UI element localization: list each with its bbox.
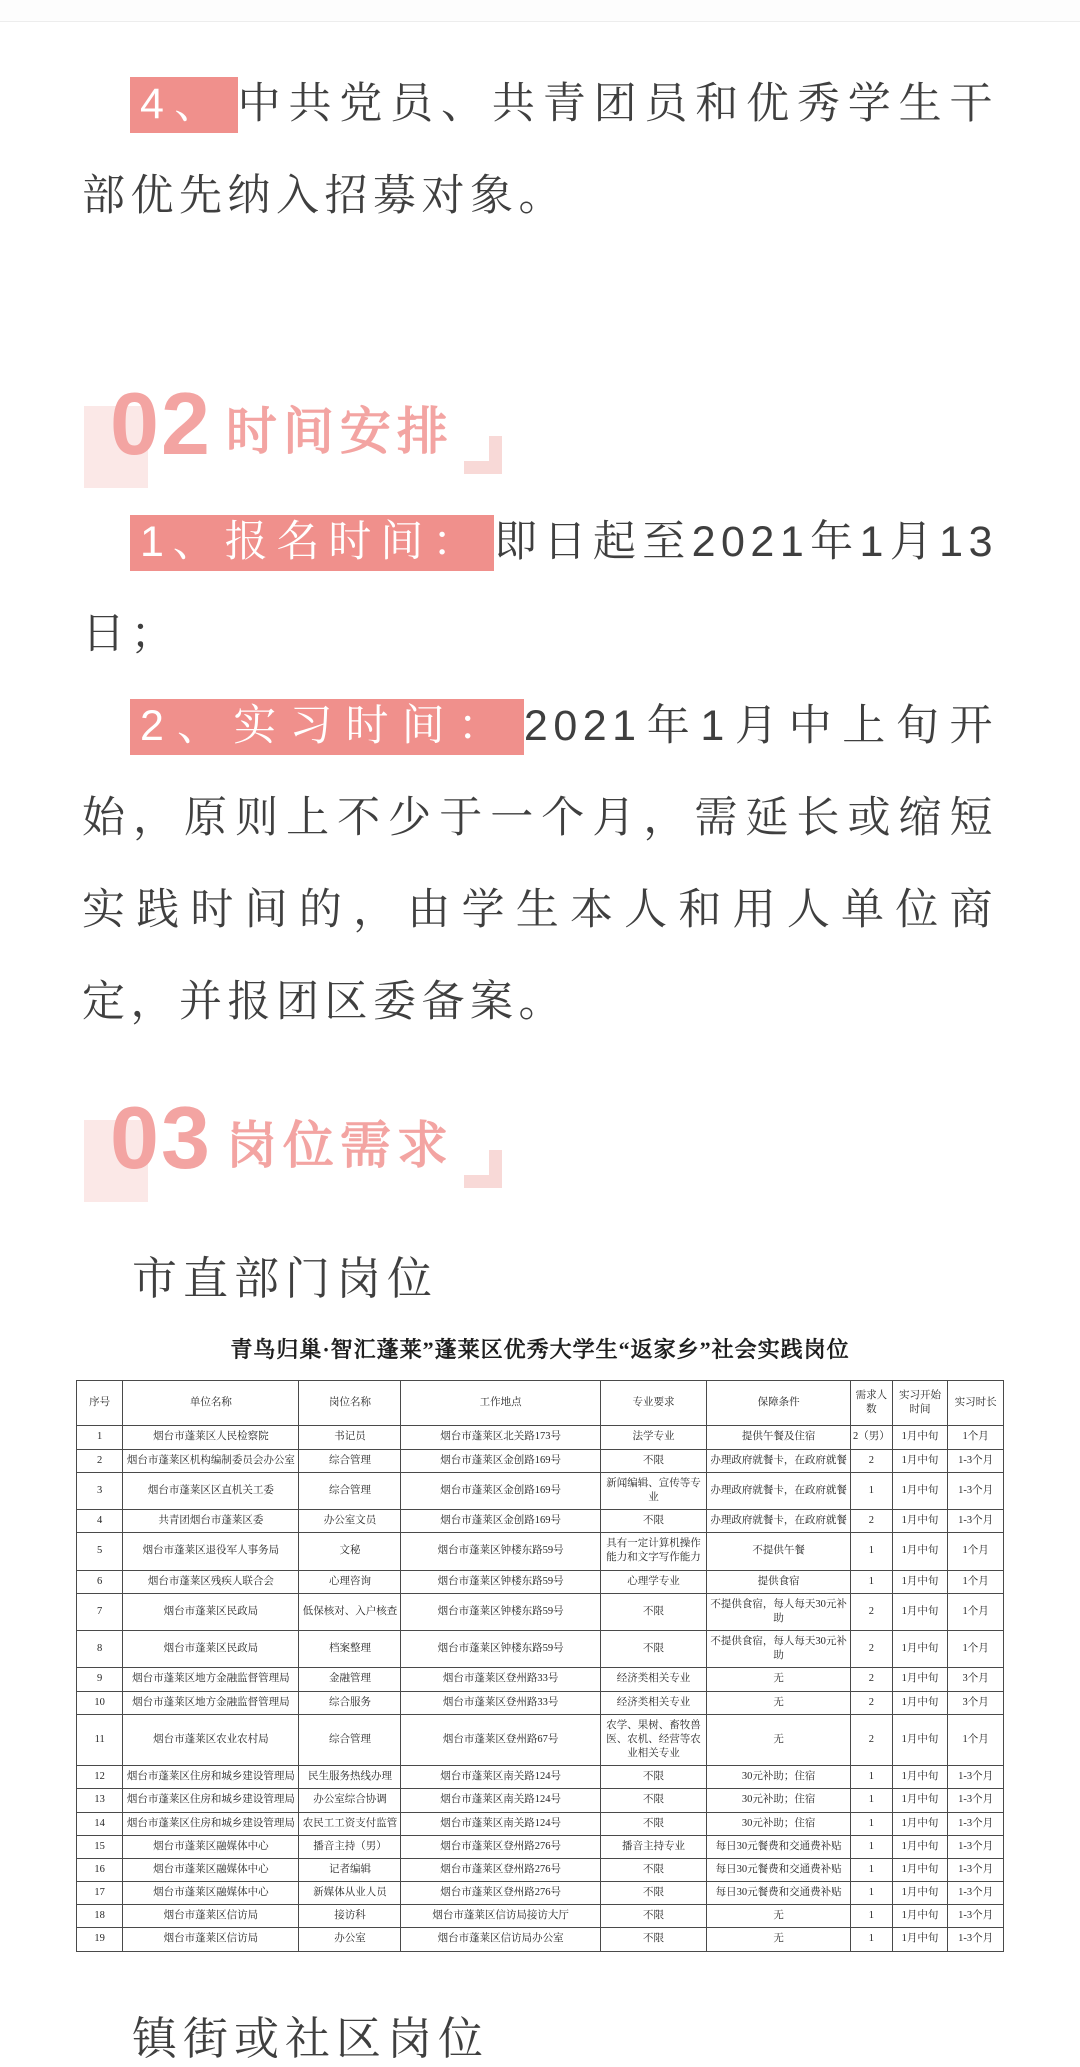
job-table-cell: 1月中旬 (892, 1789, 948, 1812)
job-table-cell: 30元补助；住宿 (707, 1766, 851, 1789)
subheading-city-positions: 市直部门岗位 (132, 1253, 439, 1304)
job-table-cell: 烟台市蓬莱区信访局办公室 (401, 1928, 600, 1951)
job-table-cell: 1 (851, 1789, 893, 1812)
job-table-cell: 1 (77, 1426, 123, 1449)
job-table-figure (70, 1333, 1010, 1952)
job-table-cell: 烟台市蓬莱区登州路67号 (401, 1714, 600, 1766)
job-table-header-cell: 实习开始时间 (892, 1381, 948, 1426)
job-table-cell: 烟台市蓬莱区住房和城乡建设管理局 (123, 1789, 299, 1812)
job-table-row (77, 1668, 1004, 1691)
highlight-item4-label: 4、 (130, 77, 238, 133)
job-table-cell: 1个月 (948, 1593, 1004, 1630)
job-table-cell: 1 (851, 1858, 893, 1881)
job-table-cell: 1-3个月 (948, 1449, 1004, 1472)
job-table-cell: 不限 (600, 1449, 707, 1472)
job-table-cell: 1 (851, 1812, 893, 1835)
job-table-cell: 每日30元餐费和交通费补贴 (707, 1882, 851, 1905)
job-table-cell: 书记员 (299, 1426, 401, 1449)
job-table-row (77, 1510, 1004, 1533)
job-table-cell: 1个月 (948, 1714, 1004, 1766)
job-table-cell: 5 (77, 1533, 123, 1570)
job-table-cell: 2 (851, 1510, 893, 1533)
job-table-header-row (77, 1381, 1004, 1426)
job-table-cell: 1个月 (948, 1533, 1004, 1570)
job-table-cell: 1 (851, 1533, 893, 1570)
paragraph-item4 (82, 58, 998, 242)
job-table-row (77, 1691, 1004, 1714)
highlight-intern-label: 2、实习时间： (130, 699, 524, 755)
job-table-cell: 无 (707, 1691, 851, 1714)
job-table-cell: 19 (77, 1928, 123, 1951)
job-table-cell: 不限 (600, 1905, 707, 1928)
job-table-cell: 1-3个月 (948, 1928, 1004, 1951)
job-table-cell: 1-3个月 (948, 1905, 1004, 1928)
job-table-cell: 烟台市蓬莱区北关路173号 (401, 1426, 600, 1449)
highlight-signup-label: 1、报名时间： (130, 515, 494, 571)
job-table-cell: 1 (851, 1882, 893, 1905)
job-table-cell: 烟台市蓬莱区融媒体中心 (123, 1858, 299, 1881)
job-table-cell: 提供食宿 (707, 1570, 851, 1593)
job-table-cell: 播音主持（男） (299, 1835, 401, 1858)
job-table-cell: 不提供食宿，每人每天30元补助 (707, 1631, 851, 1668)
paragraph-intern-text: 2021年1月中上旬开始，原则上不少于一个月，需延长或缩短实践时间的，由学生本人和用人单位商定，并报团区委备案。 (82, 702, 998, 1026)
job-table-cell: 烟台市蓬莱区登州路276号 (401, 1835, 600, 1858)
job-table (76, 1380, 1004, 1952)
job-table-row (77, 1905, 1004, 1928)
job-table-cell: 烟台市蓬莱区融媒体中心 (123, 1835, 299, 1858)
job-table-cell: 14 (77, 1812, 123, 1835)
job-table-cell: 烟台市蓬莱区登州路276号 (401, 1882, 600, 1905)
article-body (0, 58, 1080, 2067)
job-table-cell: 具有一定计算机操作能力和文字写作能力 (600, 1533, 707, 1570)
job-table-cell: 1月中旬 (892, 1812, 948, 1835)
job-table-cell: 烟台市蓬莱区钟楼东路59号 (401, 1570, 600, 1593)
job-table-cell: 1个月 (948, 1426, 1004, 1449)
section-title: 岗位需求 (225, 1117, 454, 1174)
job-table-cell: 不限 (600, 1812, 707, 1835)
job-table-cell: 每日30元餐费和交通费补贴 (707, 1835, 851, 1858)
job-table-cell: 烟台市蓬莱区区直机关工委 (123, 1472, 299, 1509)
job-table-cell: 每日30元餐费和交通费补贴 (707, 1858, 851, 1881)
job-table-cell: 1月中旬 (892, 1426, 948, 1449)
job-table-cell: 1月中旬 (892, 1472, 948, 1509)
job-table-cell: 2 (851, 1668, 893, 1691)
job-table-cell: 无 (707, 1668, 851, 1691)
job-table-header-cell: 岗位名称 (299, 1381, 401, 1426)
job-table-cell: 1月中旬 (892, 1668, 948, 1691)
section-header-03 (110, 1082, 998, 1194)
job-table-cell: 3 (77, 1472, 123, 1509)
job-table-cell: 17 (77, 1882, 123, 1905)
job-table-cell: 1-3个月 (948, 1882, 1004, 1905)
job-table-cell: 1 (851, 1766, 893, 1789)
job-table-cell: 1-3个月 (948, 1858, 1004, 1881)
job-table-cell: 金融管理 (299, 1668, 401, 1691)
job-table-cell: 烟台市蓬莱区地方金融监督管理局 (123, 1691, 299, 1714)
job-table-cell: 烟台市蓬莱区民政局 (123, 1631, 299, 1668)
job-table-row (77, 1766, 1004, 1789)
job-table-cell: 13 (77, 1789, 123, 1812)
job-table-cell: 烟台市蓬莱区南关路124号 (401, 1812, 600, 1835)
job-table-cell: 1月中旬 (892, 1691, 948, 1714)
job-table-cell: 1月中旬 (892, 1449, 948, 1472)
job-table-cell: 2 (851, 1449, 893, 1472)
section-number: 03 (110, 1088, 212, 1187)
job-table-cell: 记者编辑 (299, 1858, 401, 1881)
paragraph-intern (82, 680, 998, 1048)
job-table-cell: 烟台市蓬莱区融媒体中心 (123, 1882, 299, 1905)
job-table-cell: 不限 (600, 1882, 707, 1905)
job-table-cell: 2 (851, 1631, 893, 1668)
job-table-cell: 10 (77, 1691, 123, 1714)
job-table-cell: 播音主持专业 (600, 1835, 707, 1858)
job-table-cell: 2 (851, 1714, 893, 1766)
job-table-cell: 烟台市蓬莱区南关路124号 (401, 1789, 600, 1812)
job-table-cell: 1-3个月 (948, 1510, 1004, 1533)
job-table-cell: 烟台市蓬莱区民政局 (123, 1593, 299, 1630)
job-table-cell: 3个月 (948, 1668, 1004, 1691)
job-table-row (77, 1533, 1004, 1570)
job-table-cell: 1-3个月 (948, 1812, 1004, 1835)
job-table-cell: 农学、果树、畜牧兽医、农机、经营等农业相关专业 (600, 1714, 707, 1766)
paragraph-item4-text: 中共党员、共青团员和优秀学生干部优先纳入招募对象。 (82, 80, 999, 220)
job-table-cell: 1月中旬 (892, 1631, 948, 1668)
job-table-cell: 烟台市蓬莱区人民检察院 (123, 1426, 299, 1449)
job-table-cell: 烟台市蓬莱区信访局 (123, 1928, 299, 1951)
job-table-cell: 烟台市蓬莱区登州路33号 (401, 1691, 600, 1714)
job-table-cell: 烟台市蓬莱区信访局接访大厅 (401, 1905, 600, 1928)
job-table-cell: 不提供食宿，每人每天30元补助 (707, 1593, 851, 1630)
job-table-header-cell: 保障条件 (707, 1381, 851, 1426)
job-table-row (77, 1882, 1004, 1905)
job-table-cell: 提供午餐及住宿 (707, 1426, 851, 1449)
job-table-cell: 烟台市蓬莱区金创路169号 (401, 1449, 600, 1472)
job-table-cell: 综合管理 (299, 1714, 401, 1766)
job-table-cell: 接访科 (299, 1905, 401, 1928)
job-table-header-cell: 专业要求 (600, 1381, 707, 1426)
job-table-cell: 1-3个月 (948, 1472, 1004, 1509)
job-table-cell: 1月中旬 (892, 1714, 948, 1766)
job-table-header-cell: 单位名称 (123, 1381, 299, 1426)
job-table-cell: 烟台市蓬莱区住房和城乡建设管理局 (123, 1766, 299, 1789)
job-table-cell: 农民工工资支付监管 (299, 1812, 401, 1835)
job-table-cell: 烟台市蓬莱区地方金融监督管理局 (123, 1668, 299, 1691)
job-table-cell: 1月中旬 (892, 1835, 948, 1858)
job-table-row (77, 1631, 1004, 1668)
job-table-cell: 1月中旬 (892, 1570, 948, 1593)
job-table-cell: 9 (77, 1668, 123, 1691)
job-table-row (77, 1789, 1004, 1812)
job-table-cell: 综合服务 (299, 1691, 401, 1714)
job-table-cell: 新闻编辑、宣传等专业 (600, 1472, 707, 1509)
job-table-cell: 烟台市蓬莱区南关路124号 (401, 1766, 600, 1789)
job-table-cell: 办公室 (299, 1928, 401, 1951)
job-table-cell: 1-3个月 (948, 1766, 1004, 1789)
job-table-cell: 文秘 (299, 1533, 401, 1570)
job-table-header-cell: 需求人数 (851, 1381, 893, 1426)
job-table-cell: 烟台市蓬莱区机构编制委员会办公室 (123, 1449, 299, 1472)
job-table-cell: 1 (851, 1835, 893, 1858)
job-table-row (77, 1449, 1004, 1472)
job-table-cell: 经济类相关专业 (600, 1668, 707, 1691)
subheading-town-positions: 镇街或社区岗位 (132, 2012, 490, 2064)
job-table-cell: 综合管理 (299, 1449, 401, 1472)
section-title: 时间安排 (225, 403, 454, 460)
job-table-cell: 1 (851, 1570, 893, 1593)
job-table-title: 青鸟归巢·智汇蓬莱”蓬莱区优秀大学生“返家乡”社会实践岗位 (230, 1337, 850, 1362)
job-table-cell: 烟台市蓬莱区钟楼东路59号 (401, 1533, 600, 1570)
job-table-cell: 共青团烟台市蓬莱区委 (123, 1510, 299, 1533)
job-table-cell: 12 (77, 1766, 123, 1789)
job-table-cell: 1月中旬 (892, 1766, 948, 1789)
job-table-cell: 烟台市蓬莱区登州路33号 (401, 1668, 600, 1691)
job-table-cell: 不限 (600, 1766, 707, 1789)
job-table-row (77, 1472, 1004, 1509)
paragraph-times (82, 496, 998, 680)
job-table-header-cell: 实习时长 (948, 1381, 1004, 1426)
job-table-cell: 1个月 (948, 1631, 1004, 1668)
job-table-cell: 烟台市蓬莱区住房和城乡建设管理局 (123, 1812, 299, 1835)
job-table-cell: 7 (77, 1593, 123, 1630)
job-table-cell: 不限 (600, 1789, 707, 1812)
job-table-cell: 1 (851, 1905, 893, 1928)
job-table-cell: 烟台市蓬莱区退役军人事务局 (123, 1533, 299, 1570)
job-table-cell: 无 (707, 1928, 851, 1951)
job-table-cell: 1 (851, 1928, 893, 1951)
job-table-cell: 烟台市蓬莱区金创路169号 (401, 1510, 600, 1533)
job-table-cell: 2 (851, 1691, 893, 1714)
section-header-02 (110, 368, 998, 480)
job-table-cell: 1月中旬 (892, 1882, 948, 1905)
job-table-cell: 2 (851, 1593, 893, 1630)
job-table-cell: 8 (77, 1631, 123, 1668)
job-table-cell: 1个月 (948, 1570, 1004, 1593)
job-table-cell: 烟台市蓬莱区金创路169号 (401, 1472, 600, 1509)
job-table-cell: 烟台市蓬莱区登州路276号 (401, 1858, 600, 1881)
job-table-cell: 15 (77, 1835, 123, 1858)
job-table-cell: 1月中旬 (892, 1593, 948, 1630)
job-table-cell: 4 (77, 1510, 123, 1533)
job-table-row (77, 1812, 1004, 1835)
job-table-row (77, 1593, 1004, 1630)
job-table-row (77, 1858, 1004, 1881)
job-table-cell: 法学专业 (600, 1426, 707, 1449)
job-table-cell: 11 (77, 1714, 123, 1766)
job-table-cell: 1 (851, 1472, 893, 1509)
job-table-cell: 18 (77, 1905, 123, 1928)
job-table-cell: 1月中旬 (892, 1533, 948, 1570)
job-table-cell: 心理咨询 (299, 1570, 401, 1593)
job-table-cell: 不限 (600, 1858, 707, 1881)
job-table-cell: 办理政府就餐卡，在政府就餐 (707, 1472, 851, 1509)
job-table-cell: 新媒体从业人员 (299, 1882, 401, 1905)
job-table-cell: 不限 (600, 1510, 707, 1533)
page-top-strip (0, 0, 1080, 22)
section-number: 02 (110, 374, 212, 473)
job-table-cell: 1月中旬 (892, 1905, 948, 1928)
job-table-cell: 烟台市蓬莱区钟楼东路59号 (401, 1631, 600, 1668)
job-table-row (77, 1426, 1004, 1449)
job-table-cell: 民生服务热线办理 (299, 1766, 401, 1789)
job-table-cell: 烟台市蓬莱区钟楼东路59号 (401, 1593, 600, 1630)
job-table-cell: 1月中旬 (892, 1928, 948, 1951)
job-table-header-cell: 工作地点 (401, 1381, 600, 1426)
job-table-cell: 不限 (600, 1631, 707, 1668)
job-table-cell: 1-3个月 (948, 1789, 1004, 1812)
job-table-cell: 1月中旬 (892, 1510, 948, 1533)
job-table-cell: 烟台市蓬莱区信访局 (123, 1905, 299, 1928)
job-table-cell: 办理政府就餐卡，在政府就餐 (707, 1510, 851, 1533)
job-table-cell: 心理学专业 (600, 1570, 707, 1593)
job-table-cell: 1月中旬 (892, 1858, 948, 1881)
job-table-cell: 2（男） (851, 1426, 893, 1449)
job-table-cell: 不限 (600, 1593, 707, 1630)
job-table-cell: 30元补助；住宿 (707, 1812, 851, 1835)
job-table-cell: 无 (707, 1714, 851, 1766)
job-table-row (77, 1570, 1004, 1593)
corner-bracket-icon (464, 1150, 502, 1188)
job-table-cell: 办理政府就餐卡，在政府就餐 (707, 1449, 851, 1472)
job-table-cell: 2 (77, 1449, 123, 1472)
job-table-row (77, 1714, 1004, 1766)
job-table-cell: 办公室文员 (299, 1510, 401, 1533)
job-table-cell: 不提供午餐 (707, 1533, 851, 1570)
corner-bracket-icon (464, 436, 502, 474)
job-table-cell: 16 (77, 1858, 123, 1881)
job-table-cell: 低保核对、入户核查 (299, 1593, 401, 1630)
job-table-cell: 3个月 (948, 1691, 1004, 1714)
job-table-cell: 30元补助；住宿 (707, 1789, 851, 1812)
job-table-cell: 经济类相关专业 (600, 1691, 707, 1714)
job-table-cell: 办公室综合协调 (299, 1789, 401, 1812)
paragraph-signup-text: 即日起至2021年1月13日； (82, 518, 998, 658)
job-table-cell: 6 (77, 1570, 123, 1593)
job-table-cell: 档案整理 (299, 1631, 401, 1668)
job-table-cell: 烟台市蓬莱区残疾人联合会 (123, 1570, 299, 1593)
job-table-cell: 无 (707, 1905, 851, 1928)
job-table-cell: 1-3个月 (948, 1835, 1004, 1858)
job-table-header-cell: 序号 (77, 1381, 123, 1426)
job-table-cell: 烟台市蓬莱区农业农村局 (123, 1714, 299, 1766)
job-table-cell: 不限 (600, 1928, 707, 1951)
job-table-row (77, 1928, 1004, 1951)
job-table-row (77, 1835, 1004, 1858)
job-table-cell: 综合管理 (299, 1472, 401, 1509)
